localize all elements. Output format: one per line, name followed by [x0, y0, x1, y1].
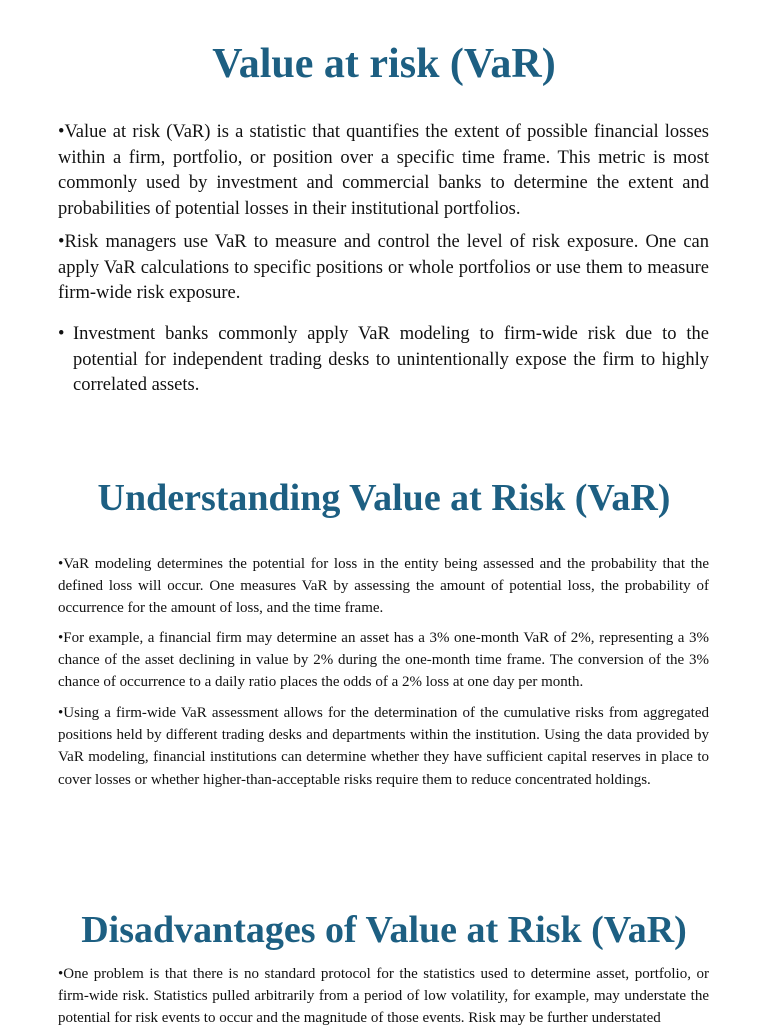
paragraph-no-standard-protocol: •One problem is that there is no standard protocol for the statistics used to determine asset, portfolio, or firm-wide risk. Statistics pulled arbitrarily from a period of low volatility, for example, may understate the potential for risk events to occur and the magnitude of those events. Risk may be further understated [58, 966, 709, 1027]
bullet-icon: • [58, 324, 65, 344]
paragraph-var-modeling: •VaR modeling determines the potential for loss in the entity being assessed and the probability that the defined loss will occur. One measures VaR by assessing the amount of potential loss, the probability of occurrence for the amount of loss, and the time frame. [58, 556, 709, 617]
section-title-value-at-risk: Value at risk (VaR) [212, 41, 556, 87]
section-title-understanding-var: Understanding Value at Risk (VaR) [97, 477, 671, 519]
paragraph-risk-managers: •Risk managers use VaR to measure and control the level of risk exposure. One can apply VaR calculations to specific positions or whole portfolios or use them to measure firm-wide risk exposure. [58, 232, 709, 303]
paragraph-example: •For example, a financial firm may determine an asset has a 3% one-month VaR of 2%, representing a 3% chance of the asset declining in value by 2% during the one-month time frame. The conversion of the 3% chance of occurrence to a daily ratio places the odds of a 2% loss at one day per month. [58, 630, 709, 691]
paragraph-var-definition: •Value at risk (VaR) is a statistic that quantifies the extent of possible financial losses within a firm, portfolio, or position over a specific time frame. This metric is most commonly used by investment and commercial banks to determine the extent and probabilities of potential losses in their institutional portfolios. [58, 122, 709, 219]
paragraph-firm-wide: •Using a firm-wide VaR assessment allows for the determination of the cumulative risks from aggregated positions held by different trading desks and departments within the institution. Using the data provided by VaR modeling, financial institutions can determine whether they have sufficient capital reserves in place to cover losses or whether higher-than-acceptable risks require them to reduce concentrated holdings. [58, 705, 709, 788]
section-title-disadvantages: Disadvantages of Value at Risk (VaR) [81, 909, 687, 951]
bullet-item-investment-banks [58, 322, 709, 399]
bullet-text: Investment banks commonly apply VaR modeling to firm-wide risk due to the potential for independent trading desks to unintentionally expose the firm to highly correlated assets. [73, 324, 709, 395]
